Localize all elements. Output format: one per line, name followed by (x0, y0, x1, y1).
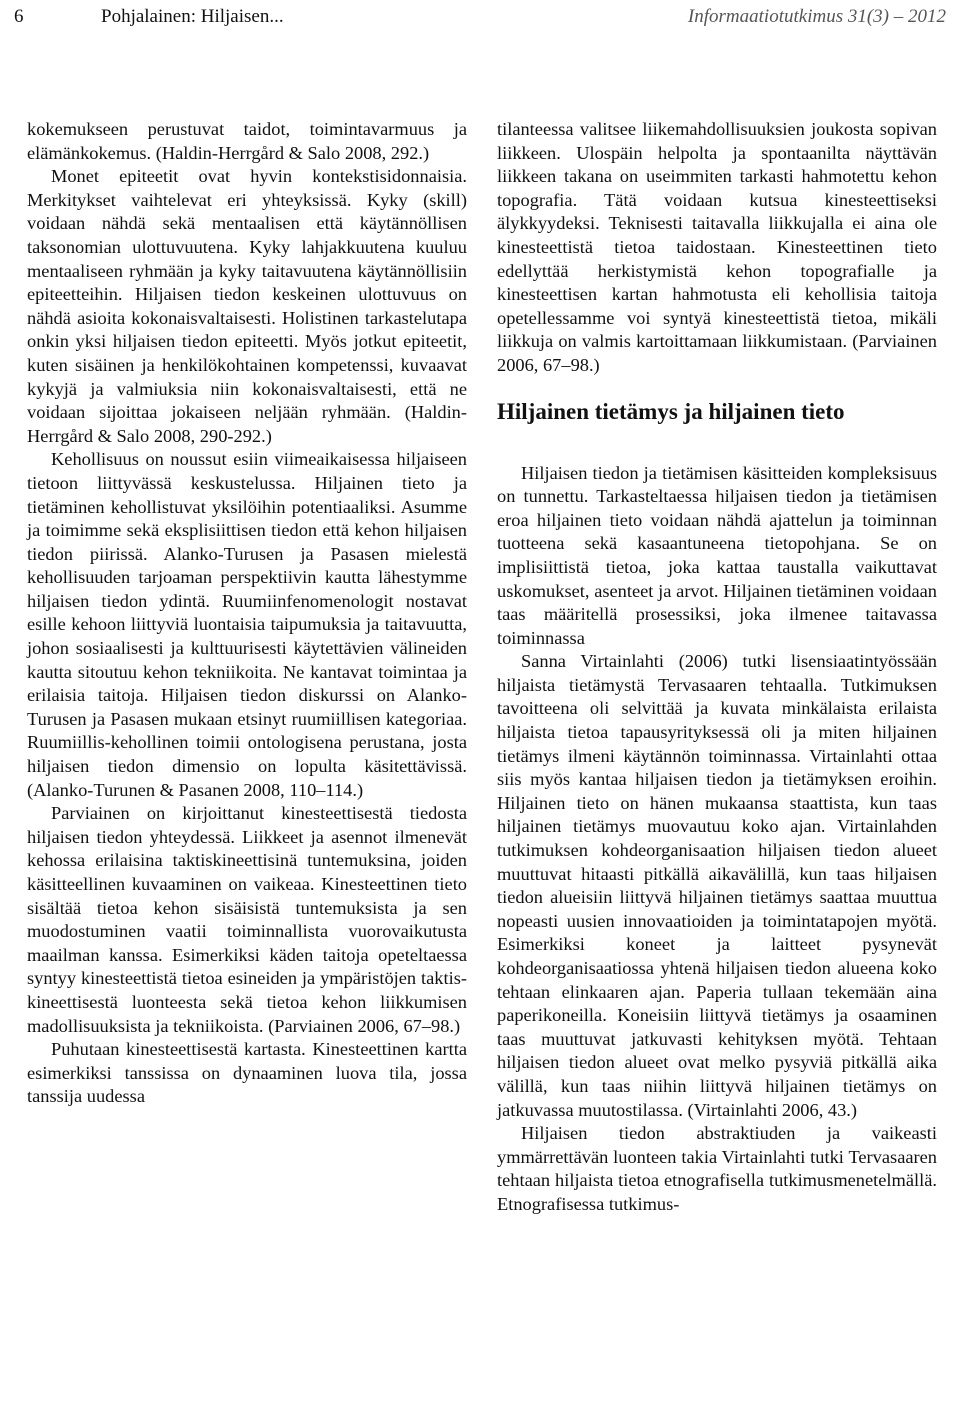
paragraph: Hiljaisen tiedon abstraktiuden ja vaikeasti ymmärrettävän luonteen takia Virtainlahti tutki Tervasaaren tehtaan hiljaista tietoa etnografisella tutkimusmenetelmällä. Etnografisessa tutkimus- (497, 1123, 937, 1214)
page-header (14, 6, 946, 32)
running-title: Pohjalainen: Hiljaisen... (101, 6, 284, 27)
left-column (27, 118, 467, 1109)
journal-citation: Informaatiotutkimus 31(3) – 2012 (687, 6, 946, 27)
section-heading: Hiljainen tietämys ja hiljainen tieto (497, 398, 845, 424)
paragraph: tilanteessa valitsee liikemahdollisuuksien joukosta sopivan liikkeen. Ulospäin helpolta ja spontaanilta näyttävän liikkeen takana on useimmiten tarkasti hahmotettu kehon topografia. Tätä voidaan kutsua kinesteettiseksi älykkyydeksi. Teknisesti taitavalla liikkujalla ei aina ole kinesteettistä tietoa taidostaan. Kinesteettinen tieto edellyttää herkistymistä kehon topografialle ja kinesteettisen kartan hahmotusta eli kehollisia taitoja opetellessamme voi syntyä kinesteettistä tietoa, mikäli liikkuja on valmis kartoittamaan liikkumistaan. (Parviainen 2006, 67–98.) (497, 119, 937, 375)
page-number: 6 (14, 6, 24, 27)
paragraph: Kehollisuus on noussut esiin viimeaikaisessa hiljaiseen tietoon liittyvässä keskustelussa. Hiljainen tieto ja tietäminen kehollistuvat yksilöihin potentiaaliksi. Asumme ja toimimme sekä eksplisiittisen tiedon että kehon hiljaisen tiedon piirissä. Alanko-Turusen ja Pasasen mielestä kehollisuuden tarjoaman perspektiivin kautta lähestymme hiljaisen tiedon ydintä. Ruumiinfenomenologit nostavat esille kehoon liittyviä luontaisia taipumuksia ja taitavuutta, johon sosiaalisesti ja kulttuurisesti käytettävien välineiden kautta sitoutuu kehon tekniikoita. Ne kantavat toimintaa ja erilaisia taitoja. Hiljaisen tiedon diskurssi on Alanko-Turusen ja Pasasen mukaan etsinyt ruumiillisen kategoriaa. Ruumiillis-kehollinen toimii ontologisena perustana, josta hiljaisen tiedon dimensio on lopulta käsitettävissä. (Alanko-Turunen & Pasanen 2008, 110–114.) (27, 449, 467, 800)
paragraph: Sanna Virtainlahti (2006) tutki lisensiaatintyössään hiljaista tietämystä Tervasaaren tehtaalla. Tutkimuksen tavoitteena oli selvittää ja kuvata minkälaista erilaista hiljaista tietoa tapausyrityksessä oli ja miten hiljainen tietämys ilmeni käytännön toiminnassa. Virtainlahti ottaa siis myös kantaa hiljaisen tiedon ja tietämyksen eroihin. Hiljainen tieto on hänen mukaansa staattista, kun taas hiljainen tietämys muovautuu koko ajan. Virtainlahden tutkimuksen kohdeorganisaation hiljaisen tiedon alueet muuttuvat hitaasti pitkällä aikavälillä, kun taas hiljaisen tiedon alueisiin liittyvä hiljainen tietämys saattaa muuttua nopeasti uusien innovaatioiden ja toimintatapojen myötä. Esimerkiksi koneet ja laitteet pysynevät kohdeorganisaatiossa yhtenä hiljaisen tiedon alueena koko tehtaan elinkaaren ajan. Paperia tullaan tekemään aina paperikoneilla. Koneisiin liittyvä tietämys ja osaaminen taas muuttuvat jatkuvasti kehityksen myötä. Tehtaan hiljaisen tiedon alueet ovat melko pysyviä pitkällä aika välillä, kun taas niihin liittyvä hiljainen tietämys on jatkuvassa muutostilassa. (Virtainlahti 2006, 43.) (497, 651, 937, 1120)
paragraph: Hiljaisen tiedon ja tietämisen käsitteiden kompleksisuus on tunnettu. Tarkasteltaessa hiljaisen tiedon ja tietämisen eroa hiljainen tieto voidaan nähdä ajattelun ja toiminnan tuotteena sekä kasaantuneena tietopohjana. Se on implisiittistä tietoa, joka kattaa taustalla vaikuttavat uskomukset, asenteet ja arvot. Hiljainen tietäminen voidaan taas määritellä prosessiksi, joka ilmenee taitavassa toiminnassa (497, 462, 937, 648)
right-column (497, 118, 937, 1217)
paragraph: Monet epiteetit ovat hyvin kontekstisidonnaisia. Merkitykset vaihtelevat eri yhteyksissä. Kyky (skill) voidaan nähdä sekä mentaalisen että käytännöllisen taksonomian ulottuvuutena. Kyky lahjakkuutena kuuluu mentaaliseen ryhmään ja kyky taitavuutena käytännöllisiin epiteetteihin. Hiljaisen tiedon keskeinen ulottuvuus on nähdä asioita kokonaisvaltaisesti. Holistinen tarkastelutapa onkin yksi hiljaisen tiedon epiteetti. Myös jotkut epiteetit, kuten sisäinen ja henkilökohtainen kompetenssi, kuvaavat kykyjä ja valmiuksia niin kokonaisvaltaisesti, että ne voidaan sijoittaa jokaiseen neljään ryhmään. (Haldin-Herrgård & Salo 2008, 290-292.) (27, 166, 467, 446)
paragraph: kokemukseen perustuvat taidot, toimintavarmuus ja elämänkokemus. (Haldin-Herrgård & Salo 2008, 292.) (27, 119, 467, 163)
paragraph: Puhutaan kinesteettisestä kartasta. Kinesteettinen kartta esimerkiksi tanssissa on dynaaminen luova tila, jossa tanssija uudessa (27, 1039, 467, 1107)
paragraph: Parviainen on kirjoittanut kinesteettisestä tiedosta hiljaisen tiedon yhteydessä. Liikkeet ja asennot ilmenevät kehossa erilaisina taktiskineettisinä tuntemuksina, joiden käsitteellinen kuvaaminen on vaikeaa. Kinesteettinen tieto sisältää tietoa kehon sisäisistä tuntemuksista ja sen muodostuminen vaatii toiminnallista vuorovaikutusta maailman kanssa. Esimerkiksi käden taitoja opeteltaessa syntyy kinesteettistä tietoa esineiden ja ympäristöjen taktis-kineettisestä luonteesta sekä tietoa kehon liikkumisen madollisuuksista ja tekniikoista. (Parviainen 2006, 67–98.) (27, 803, 467, 1036)
